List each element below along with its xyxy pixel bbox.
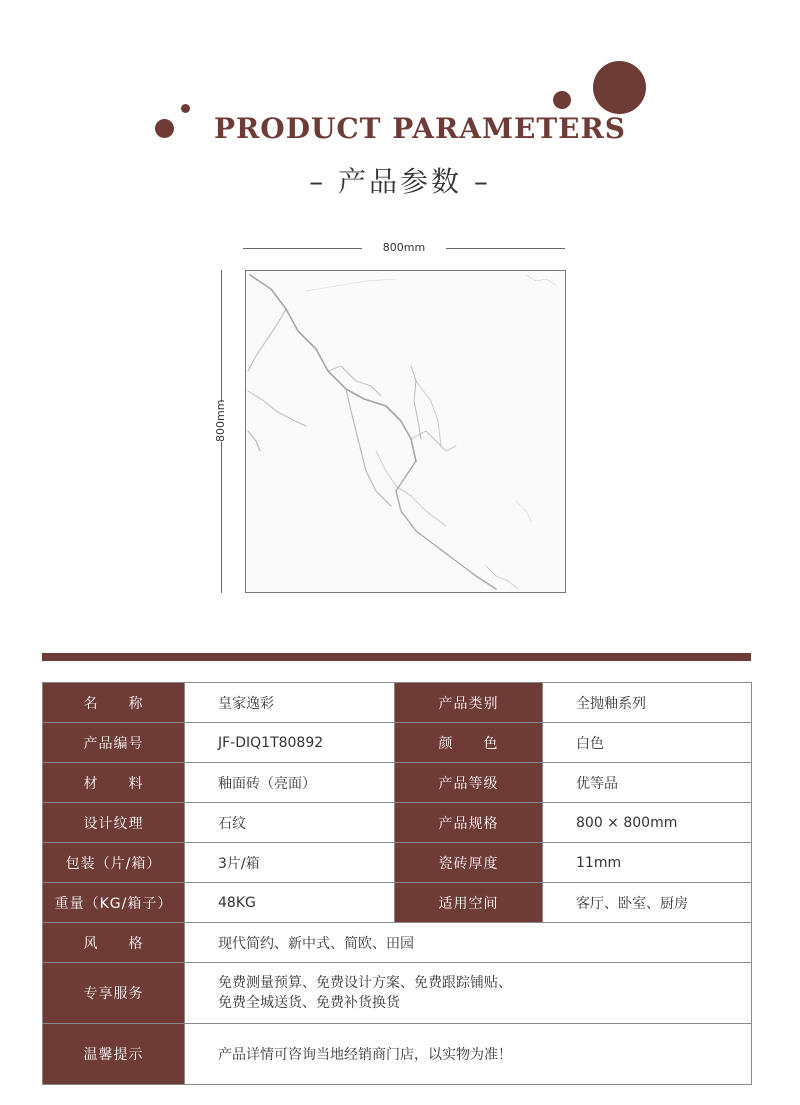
param-label: 包装（片/箱） (43, 843, 185, 883)
param-label: 名 称 (43, 683, 185, 723)
decor-dot-medium (553, 91, 571, 109)
style-value: 现代简约、新中式、简欧、田园 (185, 923, 752, 963)
table-row-service (43, 963, 752, 1024)
table-row (43, 803, 752, 843)
param-label: 颜 色 (395, 723, 543, 763)
param-value: 釉面砖（亮面） (185, 763, 395, 803)
param-value: 11mm (543, 843, 752, 883)
decor-dot-large (593, 61, 646, 114)
divider-band (42, 653, 751, 661)
param-label: 产品编号 (43, 723, 185, 763)
title-english-text: PRODUCT PARAMETERS (213, 112, 627, 145)
param-value: 优等品 (543, 763, 752, 803)
param-label: 设计纹理 (43, 803, 185, 843)
table-row (43, 723, 752, 763)
table-row (43, 883, 752, 923)
tip-value: 产品详情可咨询当地经销商门店，以实物为准！ (185, 1024, 752, 1085)
param-label: 适用空间 (395, 883, 543, 923)
param-value: 48KG (185, 883, 395, 923)
param-label: 重量（KG/箱子） (43, 883, 185, 923)
param-value: 皇家逸彩 (185, 683, 395, 723)
service-line-1: 免费测量预算、免费设计方案、免费跟踪铺贴、 (218, 975, 512, 991)
param-value: 白色 (543, 723, 752, 763)
width-dimension-label: 800mm (362, 240, 446, 256)
title-chinese: – 产品参数 – (309, 165, 491, 198)
param-label: 产品等级 (395, 763, 543, 803)
table-row (43, 763, 752, 803)
param-value: 石纹 (185, 803, 395, 843)
table-row (43, 843, 752, 883)
marble-texture (246, 271, 566, 593)
height-dimension-label: 800mm (214, 399, 227, 442)
table-row (43, 683, 752, 723)
param-value: 800 × 800mm (543, 803, 752, 843)
param-value: 全抛釉系列 (543, 683, 752, 723)
param-label: 产品类别 (395, 683, 543, 723)
param-label: 产品规格 (395, 803, 543, 843)
service-label: 专享服务 (43, 963, 185, 1024)
table-row-style (43, 923, 752, 963)
parameters-table (42, 682, 752, 1085)
table-row-tip (43, 1024, 752, 1085)
service-value (185, 963, 752, 1024)
service-line-2: 免费全城送货、免费补货换货 (218, 995, 400, 1011)
title-english (0, 112, 800, 145)
param-label: 材 料 (43, 763, 185, 803)
param-value: 客厅、卧室、厨房 (543, 883, 752, 923)
style-label: 风 格 (43, 923, 185, 963)
tip-label: 温馨提示 (43, 1024, 185, 1085)
tile-preview-image (245, 270, 566, 593)
param-value: JF-DIQ1T80892 (185, 723, 395, 763)
param-label: 瓷砖厚度 (395, 843, 543, 883)
param-value: 3片/箱 (185, 843, 395, 883)
